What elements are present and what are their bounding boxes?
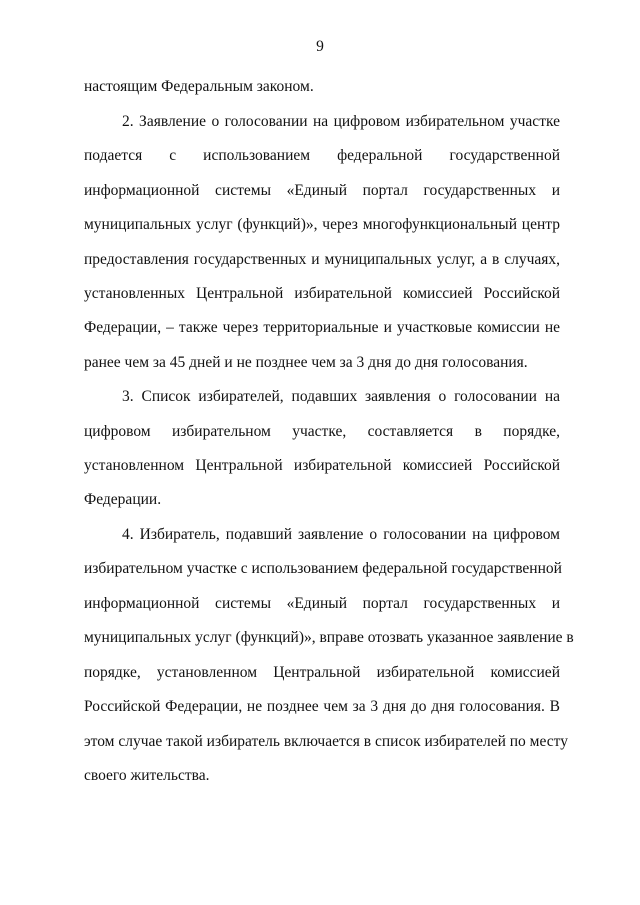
text-line: муниципальных услуг (функций)», через многофункциональный центр [84, 216, 560, 233]
text-line: Российской Федерации, не позднее чем за 3 дня до дня голосования. В [84, 698, 560, 715]
text-line: порядке, установленном Центральной избирательной комиссией [84, 664, 560, 681]
text-line: Федерации. [84, 491, 162, 508]
text-line: избирательном участке с использованием федеральной государственной [84, 560, 562, 577]
text-line: 2. Заявление о голосовании на цифровом избирательном участке [122, 113, 560, 130]
text-line: цифровом избирательном участке, составляется в порядке, [84, 423, 560, 440]
text-line: подается с использованием федеральной государственной [84, 147, 560, 164]
text-line: предоставления государственных и муниципальных услуг, а в случаях, [84, 251, 560, 268]
text-line: информационной системы «Единый портал государственных и [84, 182, 560, 199]
text-line: своего жительства. [84, 767, 210, 784]
page-number: 9 [316, 38, 324, 55]
text-line: установленных Центральной избирательной комиссией Российской [84, 285, 560, 302]
text-line: Федерации, – также через территориальные и участковые комиссии не [84, 319, 560, 336]
text-line: этом случае такой избиратель включается в список избирателей по месту [84, 733, 568, 750]
text-line: муниципальных услуг (функций)», вправе отозвать указанное заявление в [84, 629, 574, 646]
text-line: 4. Избиратель, подавший заявление о голосовании на цифровом [122, 526, 560, 543]
text-line: 3. Список избирателей, подавших заявления о голосовании на [122, 388, 560, 405]
text-line: установленном Центральной избирательной комиссией Российской [84, 457, 560, 474]
text-line: информационной системы «Единый портал государственных и [84, 595, 560, 612]
text-line: ранее чем за 45 дней и не позднее чем за 3 дня до дня голосования. [84, 354, 528, 371]
text-line: настоящим Федеральным законом. [84, 78, 314, 95]
